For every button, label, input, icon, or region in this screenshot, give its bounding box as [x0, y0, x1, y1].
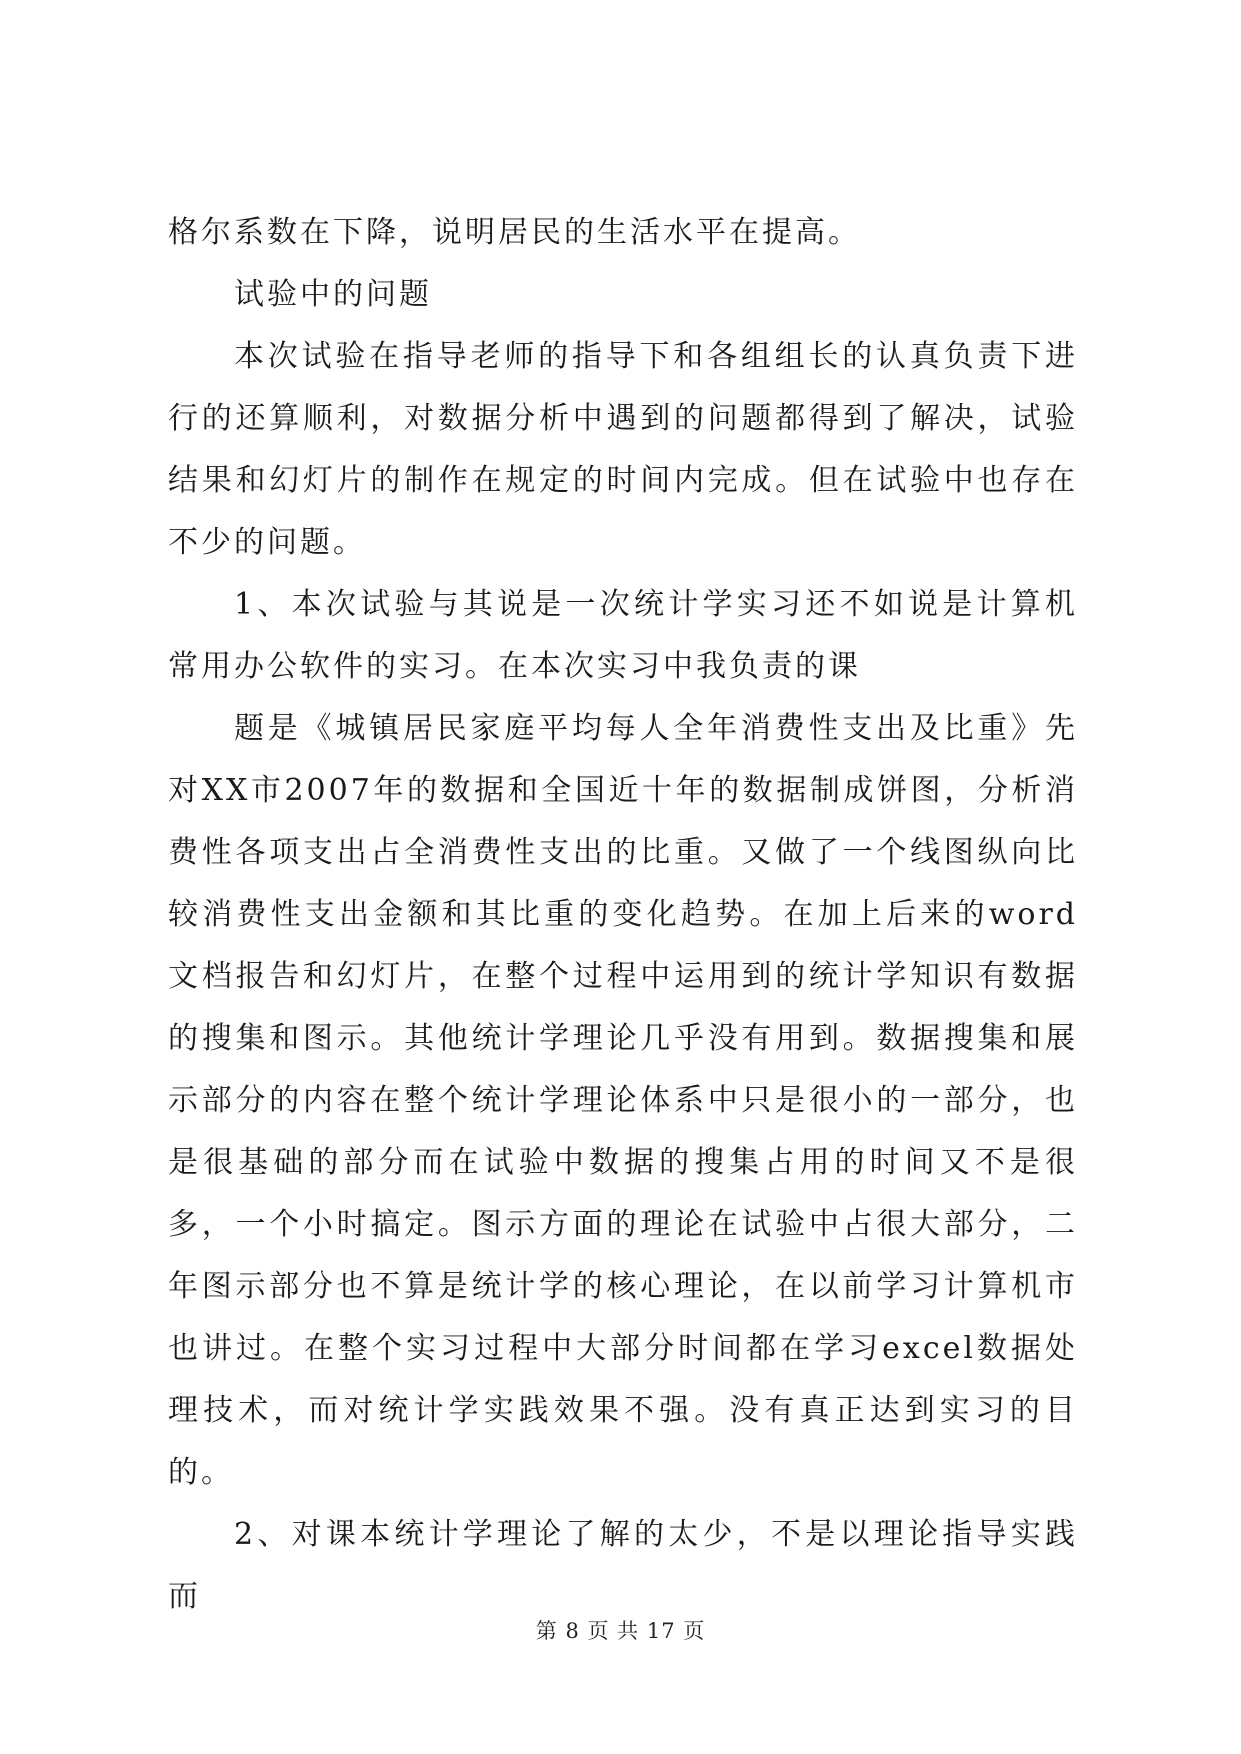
paragraph-1: 格尔系数在下降，说明居民的生活水平在提高。 [168, 215, 861, 250]
paragraph-6: 2、对课本统计学理论了解的太少，不是以理论指导实践而 [168, 1517, 1078, 1614]
document-body [168, 202, 1078, 1628]
paragraph-5: 题是《城镇居民家庭平均每人全年消费性支出及比重》先对XX市2007年的数据和全国近十年的数据制成饼图，分析消费性各项支出占全消费性支出的比重。又做了一个线图纵向比较消费性支出金额和其比重的变化趋势。在加上后来的word文档报告和幻灯片，在整个过程中运用到的统计学知识有数据的搜集和图示。其他统计学理论几乎没有用到。数据搜集和展示部分的内容在整个统计学理论体系中只是很小的一部分，也是很基础的部分而在试验中数据的搜集占用的时间又不是很多，一个小时搞定。图示方面的理论在试验中占很大部分，二年图示部分也不算是统计学的核心理论，在以前学习计算机市也讲过。在整个实习过程中大部分时间都在学习excel数据处理技术，而对统计学实践效果不强。没有真正达到实习的目的。 [168, 711, 1078, 1490]
section-heading-problems: 试验中的问题 [234, 277, 432, 312]
paragraph-3: 本次试验在指导老师的指导下和各组组长的认真负责下进行的还算顺利，对数据分析中遇到的问题都得到了解决，试验结果和幻灯片的制作在规定的时间内完成。但在试验中也存在不少的问题。 [168, 339, 1078, 560]
page-footer: 第 8 页 共 17 页 [535, 1619, 706, 1643]
paragraph-4: 1、本次试验与其说是一次统计学实习还不如说是计算机常用办公软件的实习。在本次实习中我负责的课 [168, 587, 1078, 684]
